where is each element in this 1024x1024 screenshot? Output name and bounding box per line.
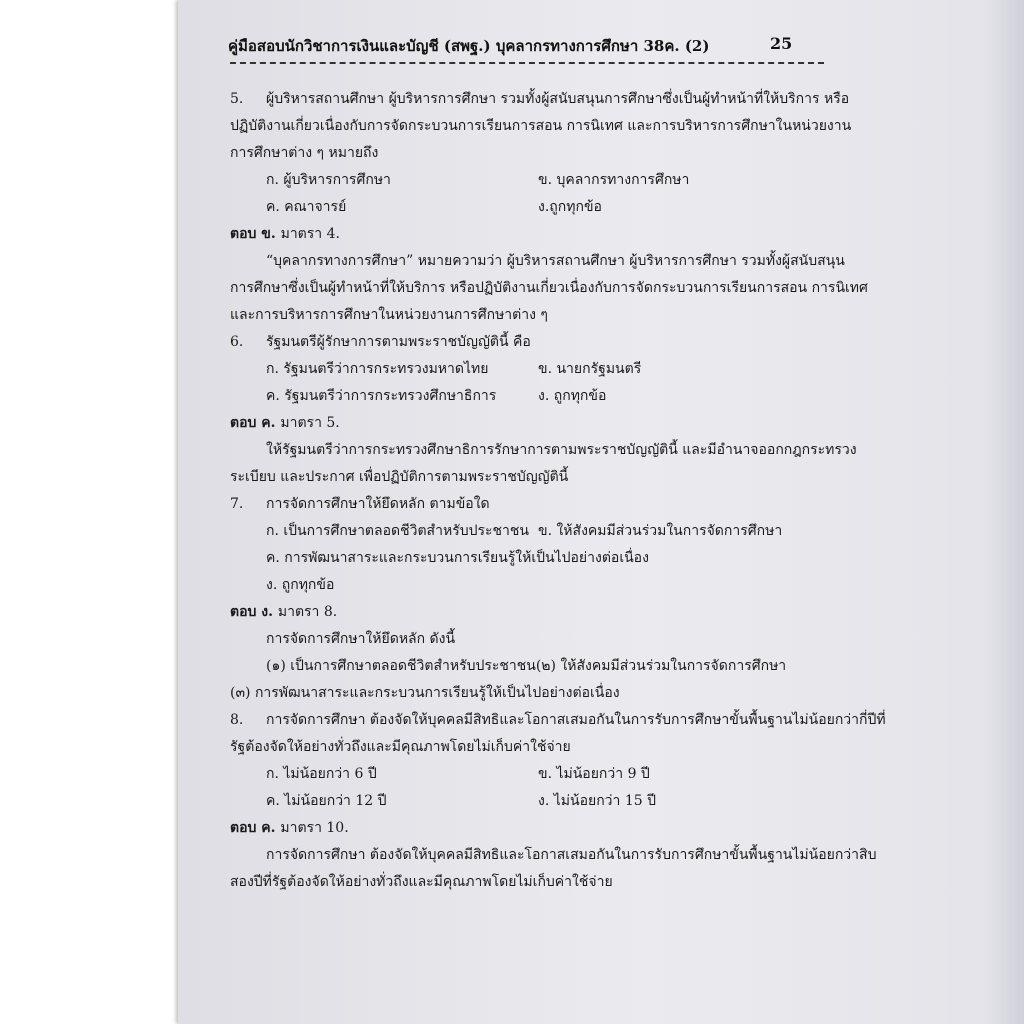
question-5-line-3: การศึกษาต่าง ๆ หมายถึง [230, 145, 379, 161]
question-5-explanation-1: “บุคลากรทางการศึกษา” หมายความว่า ผู้บริหารสถานศึกษา ผู้บริหารการศึกษา รวมทั้งผู้สนับสนุน [266, 253, 845, 269]
answer-reference: มาตรา 4. [280, 226, 340, 242]
question-7-explanation-1: การจัดการศึกษาให้ยึดหลัก ดังนี้ [266, 631, 456, 647]
question-5-choices-row-1 [230, 167, 830, 194]
answer-reference: มาตรา 5. [280, 415, 340, 431]
choice-b: ข. ไม่น้อยกว่า 9 ปี [538, 766, 650, 782]
question-8-text: การจัดการศึกษา ต้องจัดให้บุคคลมีสิทธิและโอกาสเสมอกันในการรับการศึกษาขั้นพื้นฐานไม่น้อยกว่ากี่ปีที่ [266, 712, 886, 728]
question-6-answer [230, 410, 830, 437]
question-8-explanation-2: สองปีที่รัฐต้องจัดให้อย่างทั่วถึงและมีคุณภาพโดยไม่เก็บค่าใช้จ่าย [230, 874, 613, 890]
question-6-choices-row-1 [230, 356, 830, 383]
question-7-text: การจัดการศึกษาให้ยึดหลัก ตามข้อใด [266, 496, 490, 512]
page-content [230, 86, 886, 896]
answer-reference: มาตรา 8. [277, 604, 338, 620]
question-7-choices-row-1 [230, 518, 830, 545]
choice-c: ค. คณาจารย์ [266, 199, 347, 215]
choice-a: ก. เป็นการศึกษาตลอดชีวิตสำหรับประชาชน [266, 523, 529, 539]
question-5-line-2: ปฏิบัติงานเกี่ยวเนื่องกับการจัดกระบวนการเรียนการสอน การนิเทศ และการบริหารการศึกษาในหน่วยงาน [230, 118, 852, 134]
question-6-text: รัฐมนตรีผู้รักษาการตามพระราชบัญญัตินี้ คือ [266, 334, 531, 350]
page-edge-shadow [984, 0, 1024, 1024]
question-7-line-1 [230, 491, 830, 518]
answer-label: ตอบ ข. [230, 226, 276, 242]
choice-a: ก. ผู้บริหารการศึกษา [266, 172, 391, 188]
choice-b: ข. บุคลากรทางการศึกษา [538, 172, 690, 188]
choice-b: ข. นายกรัฐมนตรี [538, 361, 642, 377]
question-7-number: 7. [230, 496, 244, 512]
question-6-explanation-1: ให้รัฐมนตรีว่าการกระทรวงศึกษาธิการรักษาการตามพระราชบัญญัตินี้ และมีอำนาจออกกฎกระทรวง [266, 442, 857, 458]
choice-c: ค. รัฐมนตรีว่าการกระทรวงศึกษาธิการ [266, 388, 497, 404]
question-8-answer [230, 815, 830, 842]
question-8-choices-row-2 [230, 788, 830, 815]
book-page [178, 0, 1024, 1024]
question-6-explanation-2: ระเบียบ และประกาศ เพื่อปฏิบัติการตามพระราชบัญญัตินี้ [230, 469, 569, 485]
answer-label: ตอบ ค. [230, 820, 276, 836]
answer-reference: มาตรา 10. [280, 820, 349, 836]
question-5-number: 5. [230, 91, 244, 107]
question-5-explanation-2: การศึกษาซึ่งเป็นผู้ทำหน้าที่ให้บริการ หรือปฏิบัติงานเกี่ยวเนื่องกับการจัดกระบวนการเรียนการสอน การนิเทศ [230, 280, 868, 296]
choice-d: ง. ถูกทุกข้อ [538, 388, 607, 404]
question-7-explanation-2: (๑) เป็นการศึกษาตลอดชีวิตสำหรับประชาชน(๒) ให้สังคมมีส่วนร่วมในการจัดการศึกษา [266, 658, 787, 674]
question-5-line-1 [230, 86, 850, 113]
question-8-number: 8. [230, 712, 244, 728]
question-8-line-2: รัฐต้องจัดให้อย่างทั่วถึงและมีคุณภาพโดยไม่เก็บค่าใช้จ่าย [230, 739, 571, 755]
scan-background [0, 0, 178, 1024]
choice-a: ก. รัฐมนตรีว่าการกระทรวงมหาดไทย [266, 361, 489, 377]
question-8-choices-row-1 [230, 761, 830, 788]
question-5-explanation-3: และการบริหารการศึกษาในหน่วยงานการศึกษาต่าง ๆ [230, 307, 548, 323]
choice-d: ง. ไม่น้อยกว่า 15 ปี [538, 793, 656, 809]
question-7-answer [230, 599, 830, 626]
page-number: 25 [770, 34, 793, 53]
question-7-choice-d-row [230, 572, 830, 599]
choice-a: ก. ไม่น้อยกว่า 6 ปี [266, 766, 377, 782]
choice-d: ง.ถูกทุกข้อ [538, 199, 602, 215]
question-7-explanation-3: (๓) การพัฒนาสาระและกระบวนการเรียนรู้ให้เป็นไปอย่างต่อเนื่อง [230, 685, 620, 701]
question-5-text: ผู้บริหารสถานศึกษา ผู้บริหารการศึกษา รวมทั้งผู้สนับสนุนการศึกษาซึ่งเป็นผู้ทำหน้าที่ให้บริการ หรือ [266, 91, 850, 107]
question-8-line-1 [230, 707, 886, 734]
question-6-choices-row-2 [230, 383, 830, 410]
answer-label: ตอบ ง. [230, 604, 273, 620]
question-6-number: 6. [230, 334, 244, 350]
running-header: คู่มือสอบนักวิชาการเงินและบัญชี (สพฐ.) บุคลากรทางการศึกษา 38ค. (2) [228, 37, 710, 55]
question-7-choice-c-row [230, 545, 830, 572]
question-8-explanation-1: การจัดการศึกษา ต้องจัดให้บุคคลมีสิทธิและโอกาสเสมอกันในการรับการศึกษาขั้นพื้นฐานไม่น้อยกว่าสิบ [266, 847, 877, 863]
choice-d: ง. ถูกทุกข้อ [266, 577, 335, 593]
question-5-answer [230, 221, 830, 248]
choice-c: ค. ไม่น้อยกว่า 12 ปี [266, 793, 387, 809]
question-6-line-1 [230, 329, 830, 356]
question-5-choices-row-2 [230, 194, 830, 221]
header-divider [230, 62, 824, 64]
choice-b: ข. ให้สังคมมีส่วนร่วมในการจัดการศึกษา [538, 523, 783, 539]
choice-c: ค. การพัฒนาสาระและกระบวนการเรียนรู้ให้เป็นไปอย่างต่อเนื่อง [266, 550, 649, 566]
answer-label: ตอบ ค. [230, 415, 276, 431]
